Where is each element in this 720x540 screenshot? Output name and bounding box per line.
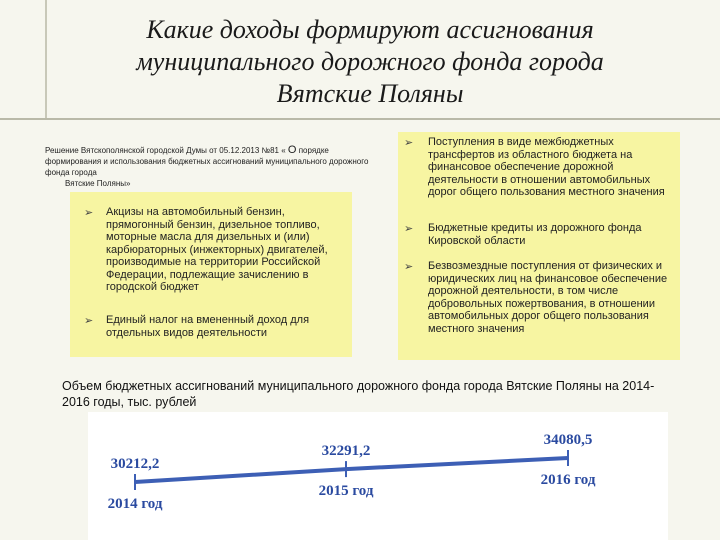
decree-text-3: Вятские Поляны»	[65, 179, 131, 188]
chart-caption: Объем бюджетных ассигнований муниципального дорожного фонда города Вятские Поляны на 2014-2016 годы, тыс. рублей	[62, 379, 655, 409]
bullet-icon: ➢	[404, 223, 414, 235]
bullet-icon: ➢	[84, 315, 94, 327]
right-item-credits: Бюджетные кредиты из дорожного фонда Кировской области	[428, 222, 642, 247]
decree-o: О	[287, 144, 297, 156]
bullet-icon: ➢	[84, 207, 94, 219]
decree-text-2: порядке формирования и использования бюджетных ассигнований муниципального дорожного фонда города	[45, 146, 369, 177]
data-label: 32291,2	[321, 443, 371, 460]
category-label: 2015 год	[318, 483, 374, 500]
bullet-icon: ➢	[404, 261, 414, 273]
right-item-transfers: Поступления в виде межбюджетных трансфертов из областного бюджета на финансовое обеспечение дорожной деятельности в отношении автомобильных дорог общего пользования местного значения	[428, 136, 665, 198]
decree-text: Решение Вятскополянской городской Думы от 05.12.2013 №81 «	[45, 146, 286, 155]
data-label: 34080,5	[543, 432, 593, 448]
title-line-2: муниципального дорожного фонда города	[136, 47, 604, 76]
bullet-icon: ➢	[404, 137, 414, 149]
title-line-1: Какие доходы формируют ассигнования	[146, 15, 594, 44]
data-label: 30212,2	[110, 456, 160, 472]
category-label: 2014 год	[107, 496, 163, 512]
category-label: 2016 год	[540, 472, 596, 488]
left-item-single-tax: Единый налог на вмененный доход для отдельных видов деятельности	[106, 314, 310, 339]
title-line-3: Вятские Поляны	[276, 79, 464, 108]
right-item-donations: Безвозмездные поступления от физических и юридических лиц на финансовое обеспечение дорожной деятельности, в том числе добровольных пожертвования, в отношении автомобильных дорог общего пользования местного значения	[428, 260, 668, 335]
left-item-excise: Акцизы на автомобильный бензин, прямогонный бензин, дизельное топливо, моторные масла для дизельных и (или) карбюраторных (инжекторных) двигателей, производимые на территории Российской Федерации, подлежащие зачислению в городской бюджет	[106, 206, 328, 293]
